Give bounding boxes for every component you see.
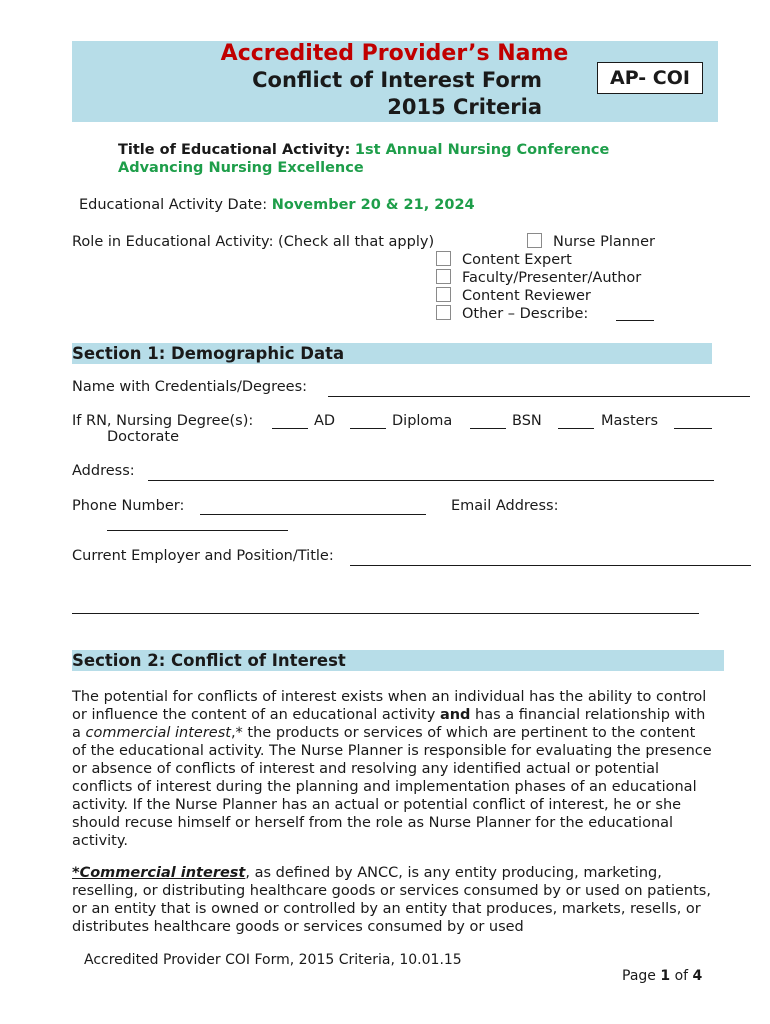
name-label: Name with Credentials/Degrees: — [72, 379, 308, 395]
p1-text-b: has a financial relationship with a — [72, 707, 706, 741]
phone-label: Phone Number: — [72, 498, 185, 514]
diploma-blank[interactable] — [350, 428, 386, 429]
masters-blank[interactable] — [558, 428, 594, 429]
faculty-label: Faculty/Presenter/Author — [462, 270, 642, 286]
section1-heading: Section 1: Demographic Data — [72, 343, 712, 364]
header-banner — [72, 41, 718, 122]
commercial-interest-term: *Commercial interest — [72, 865, 246, 881]
nurse-planner-checkbox[interactable] — [527, 233, 542, 248]
p1-commercial-interest: commercial interest — [85, 725, 231, 741]
provider-name: Accredited Provider’s Name — [220, 41, 569, 66]
bsn-blank[interactable] — [470, 428, 506, 429]
phone-field[interactable] — [200, 514, 426, 515]
name-field[interactable] — [328, 396, 750, 397]
ad-blank[interactable] — [272, 428, 308, 429]
bsn-label: BSN — [512, 413, 542, 429]
role-label: Role in Educational Activity: (Check all that apply) — [72, 234, 435, 250]
ad-label: AD — [314, 413, 336, 429]
address-label: Address: — [72, 463, 135, 479]
activity-title-line1: 1st Annual Nursing Conference — [354, 142, 610, 158]
p1-and: and — [439, 707, 471, 723]
page-word: Page — [622, 968, 656, 984]
page-total: 4 — [692, 968, 703, 984]
of-word: of — [674, 968, 689, 984]
masters-label: Masters — [601, 413, 659, 429]
activity-date-value: November 20 & 21, 2024 — [271, 197, 475, 213]
activity-date — [79, 197, 475, 213]
employer-field-line2[interactable] — [72, 613, 699, 614]
faculty-checkbox[interactable] — [436, 269, 451, 284]
email-label: Email Address: — [451, 498, 559, 514]
content-expert-label: Content Expert — [462, 252, 572, 268]
coi-explanation-paragraph — [72, 688, 712, 850]
content-reviewer-label: Content Reviewer — [462, 288, 591, 304]
page-current: 1 — [660, 968, 671, 984]
address-field[interactable] — [148, 480, 714, 481]
activity-title-line2: Advancing Nursing Excellence — [118, 160, 364, 176]
nurse-planner-label: Nurse Planner — [553, 234, 656, 250]
p1-text-a: The potential for conflicts of interest exists when an individual has the ability to control or influence the content of an educational activity — [72, 689, 707, 723]
content-expert-checkbox[interactable] — [436, 251, 451, 266]
employer-field[interactable] — [350, 565, 751, 566]
other-label: Other – Describe: — [462, 306, 589, 322]
footer-text: Accredited Provider COI Form, 2015 Criteria, 10.01.15 — [84, 952, 462, 968]
doctorate-label: Doctorate — [107, 429, 180, 445]
form-code-box: AP- COI — [597, 62, 703, 94]
form-title: Conflict of Interest Form — [252, 68, 542, 92]
criteria-title: 2015 Criteria — [387, 95, 542, 119]
doctorate-blank[interactable] — [674, 428, 712, 429]
page-number — [622, 968, 702, 984]
other-checkbox[interactable] — [436, 305, 451, 320]
activity-date-label: Educational Activity Date: — [79, 197, 268, 213]
activity-title-label: Title of Educational Activity: — [118, 142, 351, 158]
activity-title — [118, 142, 609, 158]
commercial-interest-definition — [72, 864, 712, 936]
p1-text-c: ,* the products or services of which are pertinent to the content of the educational activity. The Nurse Planner is responsible for evaluating the presence or absence of conflicts of interest and resolving any identified actual or potential conflicts of interest during the planning and implementation phases of an educational activity. If the Nurse Planner has an actual or potential conflict of interest, he or she should recuse himself or herself from the role as Nurse Planner for the educational activity. — [72, 725, 712, 849]
employer-label: Current Employer and Position/Title: — [72, 548, 334, 564]
degree-label: If RN, Nursing Degree(s): — [72, 413, 254, 429]
diploma-label: Diploma — [392, 413, 453, 429]
content-reviewer-checkbox[interactable] — [436, 287, 451, 302]
other-describe-line[interactable] — [616, 320, 654, 321]
email-field[interactable] — [107, 530, 288, 531]
section2-heading: Section 2: Conflict of Interest — [72, 650, 724, 671]
definition-text: , as defined by ANCC, is any entity producing, marketing, reselling, or distributing healthcare goods or services consumed by or used on patients, or an entity that is owned or controlled by an entity that produces, markets, resells, or distributes healthcare goods or services consumed by or used — [72, 865, 711, 935]
